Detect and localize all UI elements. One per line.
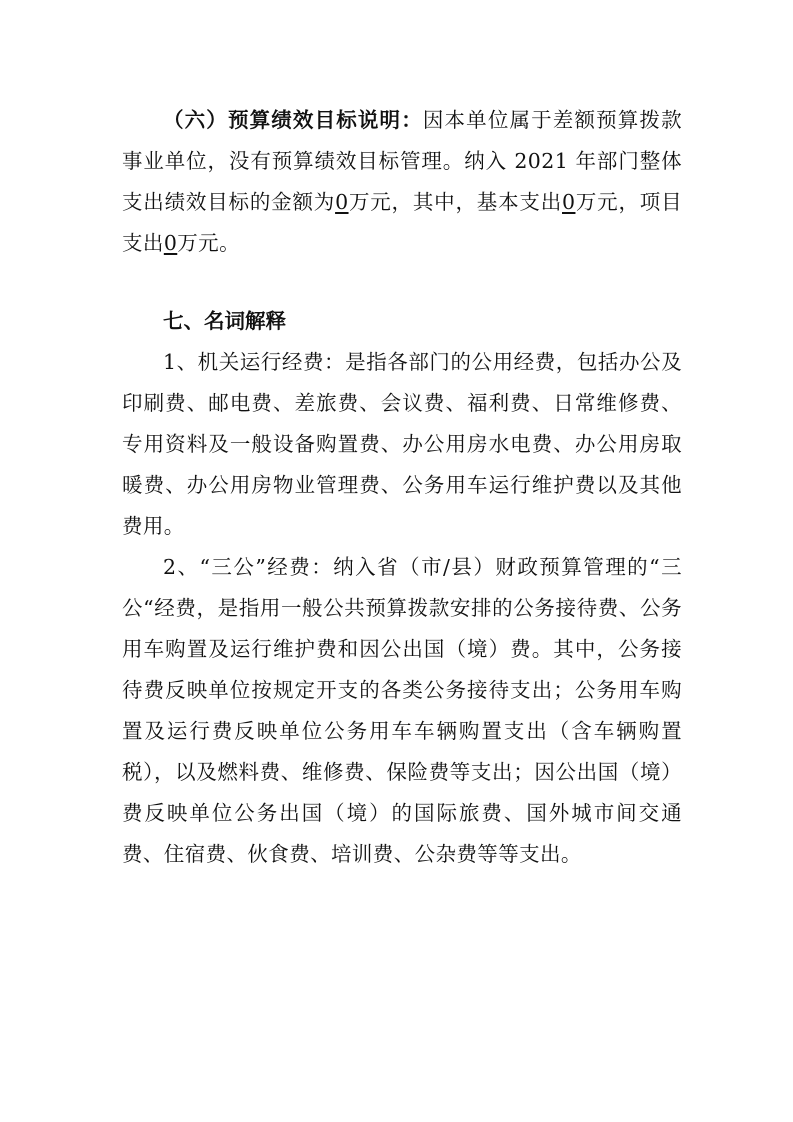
basic-expenditure-amount: 0 xyxy=(562,190,576,214)
performance-target-text-b: 万元，其中，基本支出 xyxy=(348,190,563,214)
performance-target-text-d: 万元。 xyxy=(177,231,240,255)
glossary-title: 七、名词解释 xyxy=(163,309,286,333)
total-amount: 0 xyxy=(335,190,349,214)
performance-target-text-a: 因本单位属于差额预算拨款事业单位，没有预算绩效目标管理。纳入 2021 年部门整体支出绩效目标的金额为 xyxy=(122,108,682,214)
performance-target-text-c: 万元，项目支出 xyxy=(122,190,683,255)
performance-target-heading: （六）预算绩效目标说明： xyxy=(163,108,423,132)
glossary-item-operating-expenses: 1、机关运行经费：是指各部门的公用经费，包括办公及印刷费、邮电费、差旅费、会议费、福利费、日常维修费、专用资料及一般设备购置费、办公用房水电费、办公用房取暖费、办公用房物业管理费、公务用车运行维护费以及其他费用。 xyxy=(122,350,682,538)
glossary-item-three-public-expenses: 2、“三公”经费：纳入省（市/县）财政预算管理的“三公“经费，是指用一般公共预算拨款安排的公务接待费、公务用车购置及运行维护费和因公出国（境）费。其中，公务接待费反映单位按规定开支的各类公务接待支出；公务用车购置及运行费反映单位公务用车车辆购置支出（含车辆购置税），以及燃料费、维修费、保险费等支出；因公出国（境）费反映单位公务出国（境）的国际旅费、国外城市间交通费、住宿费、伙食费、培训费、公杂费等等支出。 xyxy=(122,555,682,866)
project-expenditure-amount: 0 xyxy=(163,231,178,255)
performance-target-paragraph xyxy=(122,100,682,264)
